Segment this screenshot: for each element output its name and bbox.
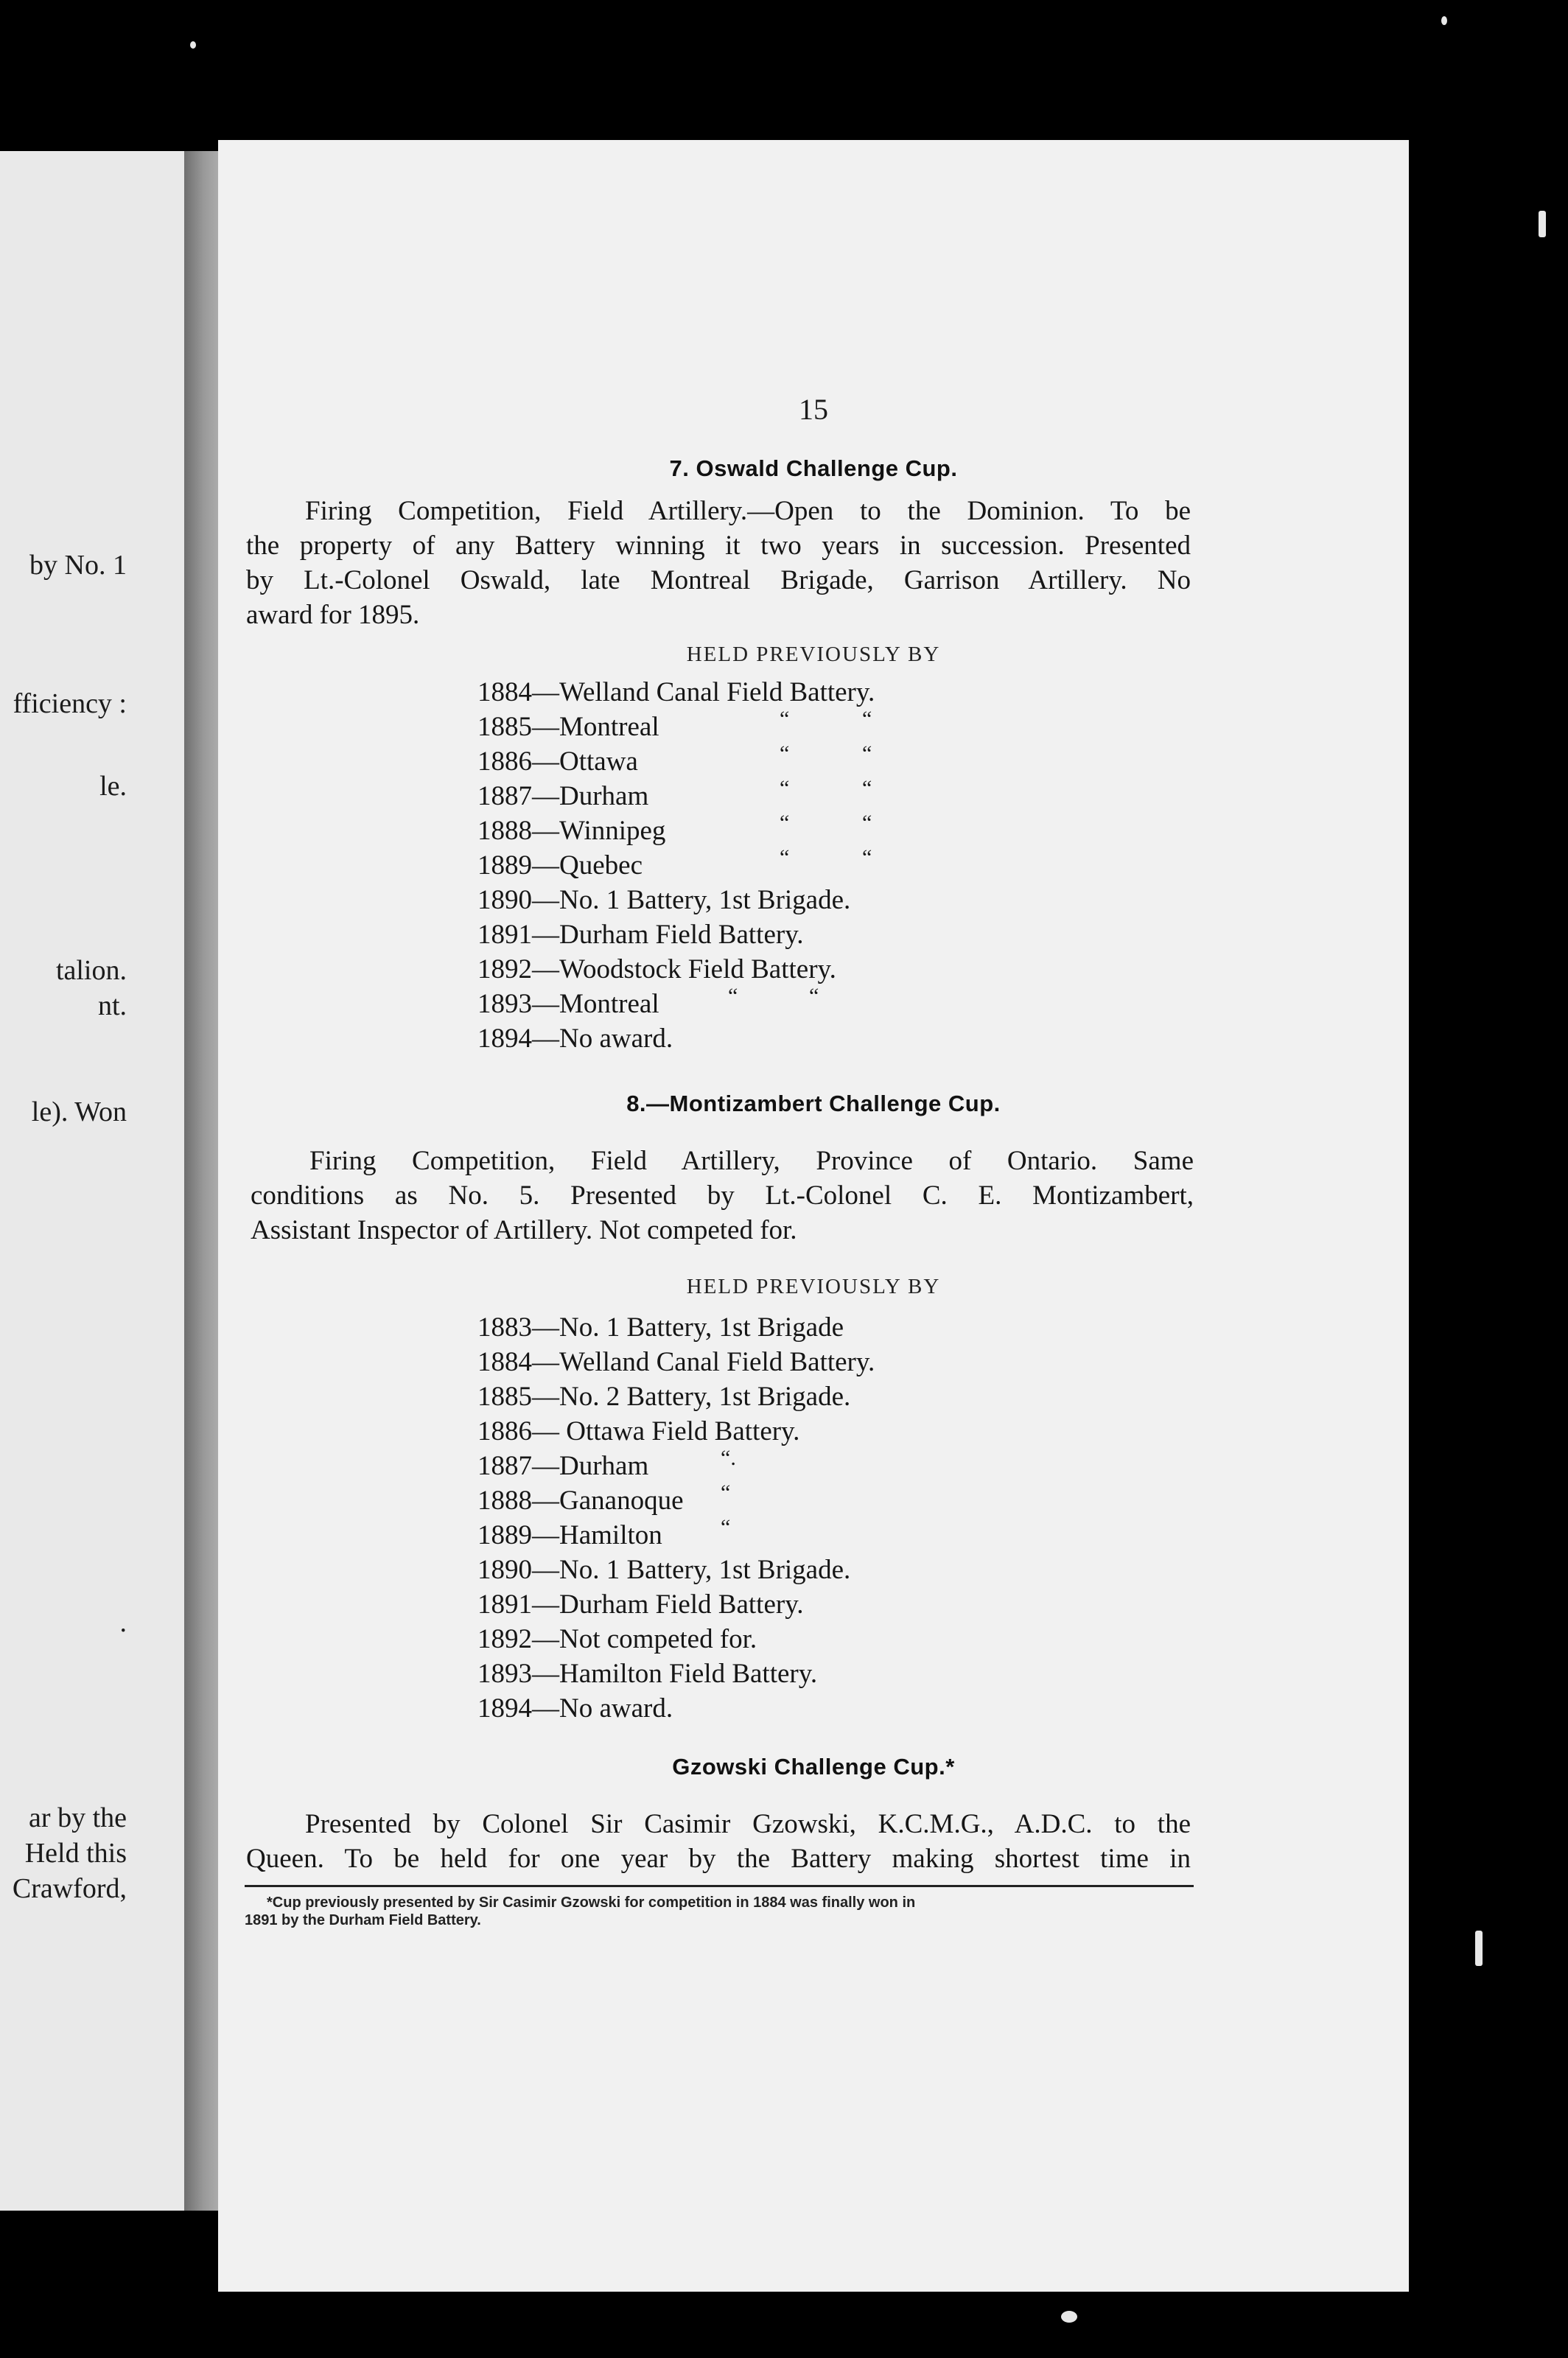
scan-speck bbox=[1061, 2311, 1077, 2323]
ditto-mark: “ bbox=[862, 707, 872, 731]
facing-page-fragment: talion. bbox=[55, 955, 127, 986]
ditto-mark: “ bbox=[862, 776, 872, 800]
section-heading-montizambert: 8.—Montizambert Challenge Cup. bbox=[626, 1091, 1001, 1116]
paragraph-gzowski bbox=[246, 1807, 1191, 1876]
facing-page-fragment: fficiency : bbox=[13, 688, 127, 719]
list-item: 1884—Welland Canal Field Battery. bbox=[477, 1347, 875, 1377]
list-item: 1885—No. 2 Battery, 1st Brigade. bbox=[477, 1382, 851, 1412]
facing-page-fragment: nt. bbox=[97, 990, 127, 1021]
facing-page-fragment: Held this bbox=[24, 1838, 127, 1869]
ditto-mark: “ bbox=[728, 984, 738, 1008]
facing-page bbox=[0, 151, 184, 2211]
ditto-mark: “ bbox=[721, 1515, 731, 1539]
footnote-line: *Cup previously presented by Sir Casimir Gzowski for competition in 1884 was finally won in bbox=[267, 1895, 916, 1911]
paragraph-line: Firing Competition, Field Artillery, Province of Ontario. Same bbox=[309, 1146, 1194, 1176]
ditto-mark: “ bbox=[780, 707, 790, 731]
paragraph-line: conditions as No. 5. Presented by Lt.-Colonel C. E. Montizambert, bbox=[251, 1180, 1194, 1211]
scan-speck bbox=[1441, 16, 1447, 25]
ditto-mark: “. bbox=[721, 1446, 736, 1470]
facing-page-fragment: Crawford, bbox=[12, 1873, 127, 1904]
facing-page-fragment: le. bbox=[99, 771, 127, 802]
list-item: 1887—Durham “ “ bbox=[477, 776, 872, 811]
ditto-mark: “ bbox=[780, 741, 790, 766]
list-item: 1885—Montreal “ “ bbox=[477, 707, 872, 742]
scan-speck bbox=[1539, 211, 1546, 237]
list-item: 1894—No award. bbox=[477, 1693, 673, 1724]
list-item: 1893—Montreal “ “ bbox=[477, 984, 819, 1019]
facing-page-fragment: le). Won bbox=[31, 1096, 127, 1127]
list-item: 1891—Durham Field Battery. bbox=[477, 1589, 804, 1620]
list-item: 1890—No. 1 Battery, 1st Brigade. bbox=[477, 885, 851, 915]
footnote-rule bbox=[245, 1885, 1194, 1887]
facing-page-fragment: . bbox=[119, 1607, 127, 1638]
paragraph-line: Queen. To be held for one year by the Battery making shortest time in bbox=[246, 1844, 1191, 1874]
footnote-line: 1891 by the Durham Field Battery. bbox=[245, 1912, 481, 1928]
ditto-mark: “ bbox=[721, 1480, 731, 1505]
list-item: 1883—No. 1 Battery, 1st Brigade bbox=[477, 1312, 844, 1343]
ditto-mark: “ bbox=[809, 984, 819, 1008]
section-heading-gzowski: Gzowski Challenge Cup.* bbox=[672, 1754, 955, 1780]
paragraph-line: by Lt.-Colonel Oswald, late Montreal Brigade, Garrison Artillery. No bbox=[246, 565, 1191, 595]
list-item: 1890—No. 1 Battery, 1st Brigade. bbox=[477, 1555, 851, 1585]
scan-speck bbox=[1475, 1931, 1483, 1966]
list-item: 1888—Winnipeg “ “ bbox=[477, 811, 872, 846]
paragraph-line: Presented by Colonel Sir Casimir Gzowski, K.C.M.G., A.D.C. to the bbox=[305, 1809, 1191, 1839]
list-item: 1893—Hamilton Field Battery. bbox=[477, 1659, 818, 1689]
list-item: 1889—Hamilton “ bbox=[477, 1515, 731, 1550]
section-heading-oswald: 7. Oswald Challenge Cup. bbox=[669, 455, 958, 481]
ditto-mark: “ bbox=[862, 845, 872, 870]
ditto-mark: “ bbox=[862, 741, 872, 766]
list-item: 1886—Ottawa “ “ bbox=[477, 741, 872, 777]
list-item: 1889—Quebec “ “ bbox=[477, 845, 872, 881]
ditto-mark: “ bbox=[862, 811, 872, 835]
paragraph-line: award for 1895. bbox=[246, 600, 420, 630]
footnote bbox=[245, 1894, 1194, 1929]
page-number: 15 bbox=[799, 393, 828, 426]
paragraph-line: Firing Competition, Field Artillery.—Open to the Dominion. To be bbox=[305, 496, 1191, 526]
facing-page-fragment: by No. 1 bbox=[29, 550, 127, 581]
list-item: 1892—Not competed for. bbox=[477, 1624, 757, 1654]
ditto-mark: “ bbox=[780, 845, 790, 870]
ditto-mark: “ bbox=[780, 776, 790, 800]
list-item: 1887—Durham “. bbox=[477, 1446, 736, 1481]
list-item: 1894—No award. bbox=[477, 1024, 673, 1054]
document-page bbox=[218, 140, 1409, 2292]
held-previously-label: HELD PREVIOUSLY BY bbox=[686, 643, 941, 666]
paragraph-line: Assistant Inspector of Artillery. Not competed for. bbox=[251, 1215, 797, 1245]
list-item: 1891—Durham Field Battery. bbox=[477, 920, 804, 950]
paragraph-oswald bbox=[246, 494, 1191, 632]
facing-page-fragment: ar by the bbox=[29, 1802, 127, 1833]
paragraph-line: the property of any Battery winning it two years in succession. Presented bbox=[246, 531, 1191, 561]
paragraph-montizambert bbox=[251, 1144, 1194, 1248]
list-item: 1888—Gananoque “ bbox=[477, 1480, 731, 1516]
held-previously-label: HELD PREVIOUSLY BY bbox=[686, 1275, 941, 1298]
list-item: 1886— Ottawa Field Battery. bbox=[477, 1416, 800, 1446]
list-item: 1884—Welland Canal Field Battery. bbox=[477, 677, 875, 707]
ditto-mark: “ bbox=[780, 811, 790, 835]
list-item: 1892—Woodstock Field Battery. bbox=[477, 954, 836, 984]
scan-speck bbox=[190, 41, 196, 49]
